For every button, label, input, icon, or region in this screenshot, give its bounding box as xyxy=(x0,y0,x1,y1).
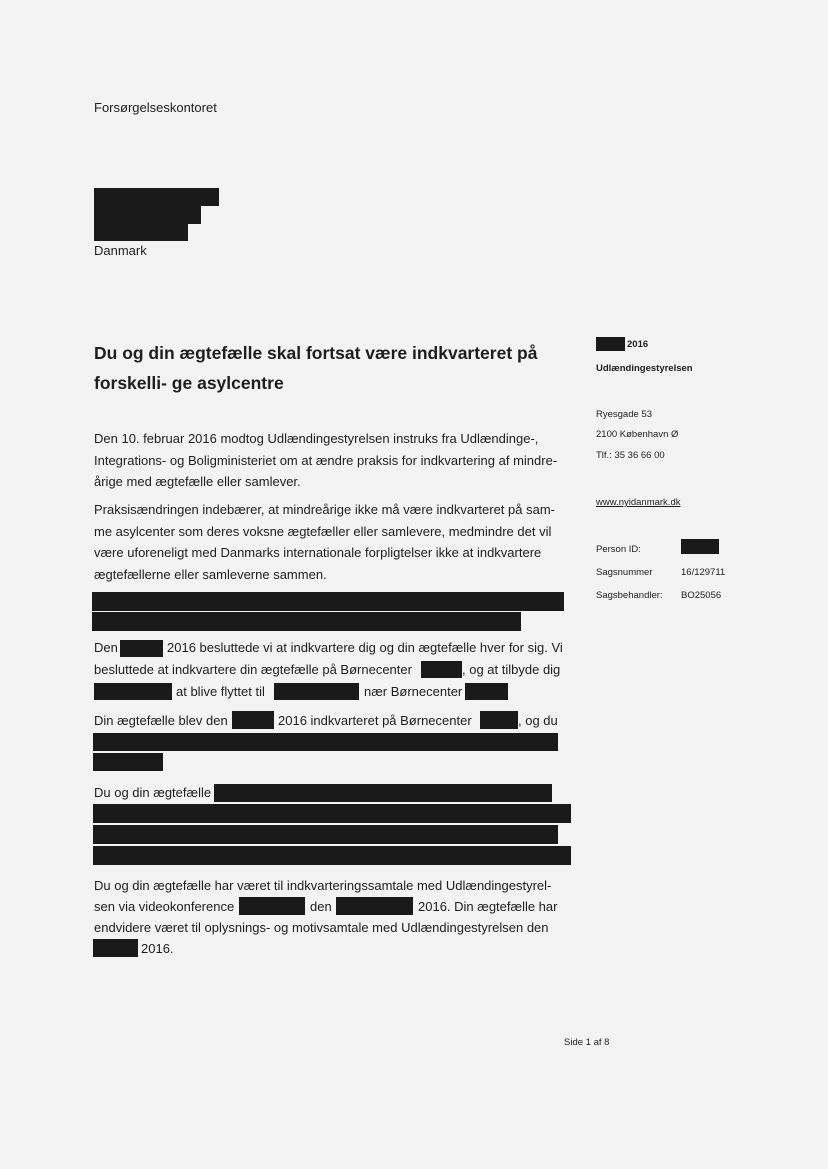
redacted-line xyxy=(93,846,571,865)
agency-name: Udlændingestyrelsen xyxy=(596,363,693,374)
redacted-location xyxy=(274,683,359,700)
redacted-line xyxy=(93,733,558,751)
agency-website-link[interactable]: www.nyidanmark.dk xyxy=(596,497,681,508)
case-number: 16/129711 xyxy=(681,567,726,578)
redacted-date xyxy=(232,711,274,729)
para6-line-1: Du og din ægtefælle har været til indkvarteringssamtale med Udlændingestyrel- xyxy=(94,878,552,893)
office-name: Forsørgelseskontoret xyxy=(94,100,217,115)
letter-title: Du og din ægtefælle skal fortsat være indkvarteret på forskelli- ge asylcentre xyxy=(94,343,538,393)
redacted-line xyxy=(92,612,521,631)
agency-city: 2100 København Ø xyxy=(596,429,679,440)
recipient-country: Danmark xyxy=(94,243,147,258)
redacted-line xyxy=(93,753,163,771)
redacted-line xyxy=(93,825,558,844)
case-number-label: Sagsnummer xyxy=(596,567,653,578)
para5-text-1: Du og din ægtefælle xyxy=(94,785,212,800)
case-worker: BO25056 xyxy=(681,590,722,601)
redacted-line xyxy=(214,784,552,802)
para4-text-3: , og du xyxy=(518,713,558,728)
para3-text-4: at blive flyttet til xyxy=(176,684,265,699)
date-year: 2016 xyxy=(627,339,649,350)
paragraph-2: Praksisændringen indebærer, at mindreårige ikke må være indkvarteret på sam- me asylcenter som deres voksne ægtefæller eller samlevere, medmindre det vil være uforeneligt med Danmarks internationale forpligtelser ikke at indkvartere ægtefællerne eller samleverne sammen. xyxy=(94,502,555,582)
case-worker-label: Sagsbehandler: xyxy=(596,590,663,601)
para4-text-2: 2016 indkvarteret på Børnecenter xyxy=(278,713,472,728)
page-number: Side 1 af 8 xyxy=(564,1037,610,1048)
person-id-label: Person ID: xyxy=(596,544,641,555)
redacted-person-id xyxy=(681,539,719,554)
agency-street: Ryesgade 53 xyxy=(596,409,652,420)
redacted-address-line-2 xyxy=(94,206,201,224)
redacted-center xyxy=(421,661,462,678)
redacted-line xyxy=(93,804,571,823)
para3-text-2: besluttede at indkvartere din ægtefælle på Børnecenter xyxy=(94,662,412,677)
para4-text-1: Din ægtefælle blev den xyxy=(94,713,228,728)
para6-text-3: 2016. Din ægtefælle har xyxy=(418,899,558,914)
para6-text-4: 2016. xyxy=(141,941,174,956)
para6-line-3: endvidere været til oplysnings- og motivsamtale med Udlændingestyrelsen den xyxy=(94,920,549,935)
redacted-address-line-1 xyxy=(94,188,219,206)
para6-text-1: sen via videokonference xyxy=(94,899,235,914)
redacted-center xyxy=(480,711,518,729)
para3-text-5: nær Børnecenter xyxy=(364,684,463,699)
para6-text-2: den xyxy=(310,899,332,914)
redacted-address-line-3 xyxy=(94,224,188,241)
redacted-date xyxy=(239,897,305,915)
redacted-name xyxy=(94,683,172,700)
para3-text-1: 2016 besluttede vi at indkvartere dig og din ægtefælle hver for sig. Vi xyxy=(167,640,563,655)
para3-text-3: , og at tilbyde dig xyxy=(462,662,561,677)
redacted-date xyxy=(596,337,625,351)
para3-den: Den xyxy=(94,640,118,655)
redacted-center xyxy=(465,683,508,700)
paragraph-1: Den 10. februar 2016 modtog Udlændingestyrelsen instruks fra Udlændinge-, Integrations- og Boligministeriet om at ændre praksis for indkvartering af mindre- årige med ægtefælle eller samlever. xyxy=(94,431,558,489)
agency-phone: Tlf.: 35 36 66 00 xyxy=(596,450,665,461)
redacted-date xyxy=(336,897,413,915)
redacted-line xyxy=(92,592,564,611)
redacted-date xyxy=(93,939,138,957)
redacted-date xyxy=(120,640,163,657)
